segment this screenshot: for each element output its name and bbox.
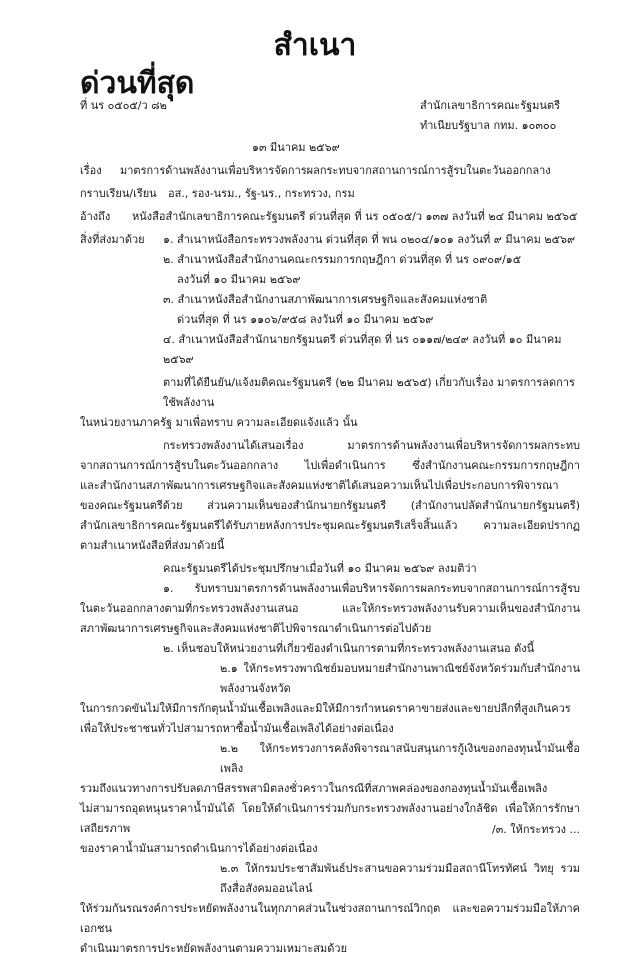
reference-text: หนังสือสำนักเลขาธิการคณะรัฐมนตรี ด่วนที่สุด ที่ นร ๐๕๐๕/ว ๑๓๗ ลงวันที่ ๒๔ มีนาคม ๒๕๖๕ xyxy=(132,210,578,223)
text-line: เพื่อให้ประชาชนทั่วไปสามารถหาซื้อน้ำมันเชื้อเพลิงได้อย่างต่อเนื่อง xyxy=(80,722,394,735)
attachment-item: ๑. สำเนาหนังสือกระทรวงพลังงาน ด่วนที่สุด ที่ พน ๐๒๐๔/๑๐๑ ลงวันที่ ๙ มีนาคม ๒๕๖๙ xyxy=(163,233,576,246)
text-line: ของราคาน้ำมันสามารถดำเนินการได้อย่างต่อเนื่อง xyxy=(80,842,318,855)
text-line: ดำเนินมาตรการประหยัดพลังงานตามความเหมาะสมด้วย xyxy=(80,942,348,955)
text-line: ตามสำเนาหนังสือที่ส่งมาด้วยนี้ xyxy=(80,539,225,552)
attachment-item: ๓. สำเนาหนังสือสำนักงานสภาพัฒนาการเศรษฐกิจและสังคมแห่งชาติ xyxy=(163,293,488,306)
address-line: สำนักเลขาธิการคณะรัฐมนตรี xyxy=(420,99,560,112)
text-line: ในตะวันออกกลางตามที่กระทรวงพลังงานเสนอ และให้กระทรวงพลังงานรับความเห็นของสำนักงาน xyxy=(80,602,580,615)
attachments-label: สิ่งที่ส่งมาด้วย xyxy=(80,233,145,246)
document-number: ที่ นร ๐๕๐๕/ว ๘๒ xyxy=(80,99,167,112)
copy-stamp: สำเนา xyxy=(273,28,357,63)
salutation-text: อส., รอง-นรม., รัฐ-นร., กระทรวง, กรม xyxy=(168,187,355,200)
text-line: รวมถึงแนวทางการปรับลดภาษีสรรพสามิตลงชั่วคราวในกรณีที่สภาพคล่องของกองทุนน้ำมันเชื้อเพลิง xyxy=(80,782,548,795)
address-line: ทำเนียบรัฐบาล กทม. ๑๐๓๐๐ xyxy=(420,119,557,132)
text-line: ไม่สามารถอุดหนุนราคาน้ำมันได้ โดยให้ดำเนินการร่วมกับกระทรวงพลังงานอย่างใกล้ชิด เพื่อให้การรักษาเสถียรภาพ xyxy=(80,802,580,835)
text-line: กระทรวงพลังงานได้เสนอเรื่อง มาตรการด้านพลังงานเพื่อบริหารจัดการผลกระทบ xyxy=(163,439,580,452)
attachment-item-cont: ด่วนที่สุด ที่ นร ๑๑๐๖/๙๕๘ ลงวันที่ ๑๐ มีนาคม ๒๕๖๙ xyxy=(177,313,434,326)
attachment-item: ๔. สำเนาหนังสือสำนักนายกรัฐมนตรี ด่วนที่สุด ที่ นร ๐๑๑๗/๒๔๙ ลงวันที่ ๑๐ มีนาคม ๒๕๖๙ xyxy=(163,333,562,366)
salutation-label: กราบเรียน/เรียน xyxy=(80,187,157,200)
sender-address xyxy=(420,96,610,136)
text-line: ให้ร่วมกันรณรงค์การประหยัดพลังงานในทุกภาคส่วนในช่วงสถานการณ์วิกฤต และขอความร่วมมือให้ภาคเอกชน xyxy=(80,902,580,935)
text-line: ๒.๒ ให้กระทรวงการคลังพิจารณาสนับสนุนการกู้เงินของกองทุนน้ำมันเชื้อเพลิง xyxy=(220,742,580,775)
urgency-label: ด่วนที่สุด xyxy=(80,66,195,101)
subject-text: มาตรการด้านพลังงานเพื่อบริหารจัดการผลกระทบจากสถานการณ์การสู้รบในตะวันออกกลาง xyxy=(120,164,551,177)
text-line: ในหน่วยงานภาครัฐ มาเพื่อทราบ ความละเอียดแจ้งแล้ว นั้น xyxy=(80,416,358,429)
paragraph-proposal xyxy=(80,436,580,556)
attachment-item: ๒. สำเนาหนังสือสำนักงานคณะกรรมการกฤษฎีกา ด่วนที่สุด ที่ นร ๐๙๐๙/๑๕ xyxy=(163,253,522,266)
salutation-row xyxy=(80,184,580,204)
reference-row xyxy=(80,207,580,227)
text-line: ของคณะรัฐมนตรีด้วย ส่วนความเห็นของสำนักนายกรัฐมนตรี (สำนักงานปลัดสำนักนายกรัฐมนตรี) xyxy=(80,499,580,512)
text-line: ๑. รับทราบมาตรการด้านพลังงานเพื่อบริหารจัดการผลกระทบจากสถานการณ์การสู้รบ xyxy=(163,582,580,595)
text-line: ในการกวดขันไม่ให้มีการกักตุนน้ำมันเชื้อเพลิงและมิให้มีการกำหนดราคาขายส่งและขายปลีกที่สูงเกินควร xyxy=(80,702,571,715)
text-line: ๒.๑ ให้กระทรวงพาณิชย์มอบหมายสำนักงานพาณิชย์จังหวัดร่วมกับสำนักงานพลังงานจังหวัด xyxy=(220,662,580,695)
text-line: และสำนักงานสภาพัฒนาการเศรษฐกิจและสังคมแห่งชาติได้เสนอความเห็นไปเพื่อประกอบการพิจารณา xyxy=(80,479,559,492)
text-line: สำนักเลขาธิการคณะรัฐมนตรีได้รับภายหลังการประชุมคณะรัฐมนตรีเสร็จสิ้นแล้ว ความละเอียดปรากฏ xyxy=(80,519,580,532)
reference-label: อ้างถึง xyxy=(80,210,111,223)
text-line: คณะรัฐมนตรีได้ประชุมปรึกษาเมื่อวันที่ ๑๐ มีนาคม ๒๕๖๙ ลงมติว่า xyxy=(163,562,477,575)
subject-row xyxy=(80,161,580,181)
continuation-marker: /๓. ให้กระทรวง ... xyxy=(491,823,580,836)
letter-body xyxy=(80,161,580,959)
text-line: ๒. เห็นชอบให้หน่วยงานที่เกี่ยวข้องดำเนินการตามที่กระทรวงพลังงานเสนอ ดังนี้ xyxy=(163,642,535,655)
paragraph-background xyxy=(80,373,580,433)
paragraph-resolution xyxy=(80,559,580,959)
subject-label: เรื่อง xyxy=(80,164,102,177)
text-line: ตามที่ได้ยืนยัน/แจ้งมติคณะรัฐมนตรี (๒๒ มีนาคม ๒๕๖๕) เกี่ยวกับเรื่อง มาตรการลดการใช้พลังงาน xyxy=(163,376,575,409)
text-line: ๒.๓ ให้กรมประชาสัมพันธ์ประสานขอความร่วมมือสถานีโทรทัศน์ วิทยุ รวมถึงสื่อสังคมออนไลน์ xyxy=(220,862,580,895)
attachment-item-cont: ลงวันที่ ๑๐ มีนาคม ๒๕๖๙ xyxy=(177,273,301,286)
text-line: จากสถานการณ์การสู้รบในตะวันออกกลาง ไปเพื่อดำเนินการ ซึ่งสำนักงานคณะกรรมการกฤษฎีกา xyxy=(80,459,580,472)
text-line: สภาพัฒนาการเศรษฐกิจและสังคมแห่งชาติไปพิจารณาดำเนินการต่อไปด้วย xyxy=(80,622,432,635)
document-date: ๑๓ มีนาคม ๒๕๖๙ xyxy=(252,141,340,154)
attachments xyxy=(80,230,580,370)
